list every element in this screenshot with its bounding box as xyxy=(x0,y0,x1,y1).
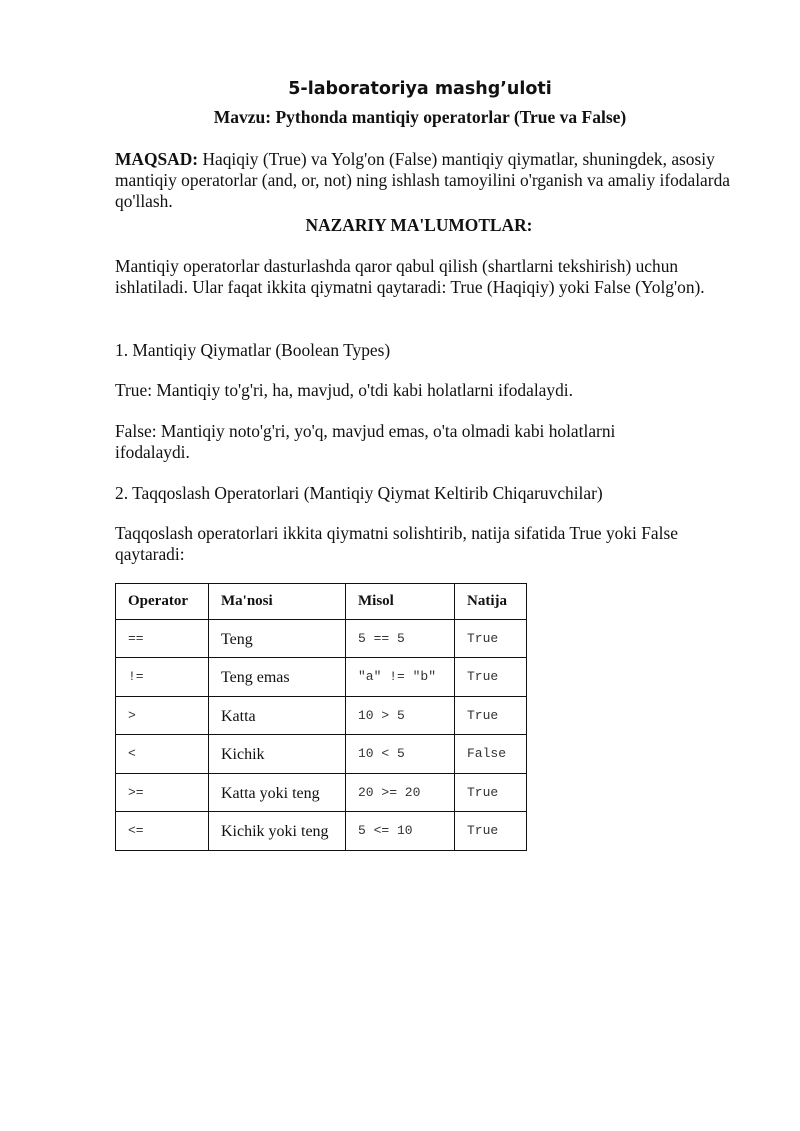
comparison-heading: 2. Taqqoslash Operatorlari (Mantiqiy Qiymat Keltirib Chiqaruvchilar) xyxy=(115,483,603,503)
table-row xyxy=(116,773,527,812)
result-cell: False xyxy=(455,735,527,774)
operator-cell: == xyxy=(116,619,209,658)
example-cell: 5 == 5 xyxy=(346,619,455,658)
operator-cell: != xyxy=(116,658,209,697)
header-manosi: Ma'nosi xyxy=(209,584,346,620)
table-row xyxy=(116,619,527,658)
header-misol: Misol xyxy=(346,584,455,620)
result-cell: True xyxy=(455,773,527,812)
result-cell: True xyxy=(455,619,527,658)
meaning-cell: Kichik yoki teng xyxy=(209,812,346,851)
false-description: False: Mantiqiy noto'g'ri, yo'q, mavjud emas, o'ta olmadi kabi holatlarni ifodalaydi. xyxy=(115,421,616,462)
result-cell: True xyxy=(455,658,527,697)
maqsad-label: MAQSAD: xyxy=(115,149,199,169)
table-row xyxy=(116,735,527,774)
intro-paragraph: Mantiqiy operatorlar dasturlashda qaror qabul qilish (shartlarni tekshirish) uchun ishlatiladi. Ular faqat ikkita qiymatni qaytaradi: True (Haqiqiy) yoki False (Yolg'on). xyxy=(115,256,705,297)
boolean-types-heading: 1. Mantiqiy Qiymatlar (Boolean Types) xyxy=(115,340,391,360)
example-cell: 10 < 5 xyxy=(346,735,455,774)
true-description: True: Mantiqiy to'g'ri, ha, mavjud, o'tdi kabi holatlarni ifodalaydi. xyxy=(115,380,573,400)
table-row xyxy=(116,658,527,697)
maqsad-paragraph xyxy=(115,149,735,212)
result-cell: True xyxy=(455,812,527,851)
maqsad-text: Haqiqiy (True) va Yolg'on (False) mantiqiy qiymatlar, shuningdek, asosiy mantiqiy operatorlar (and, or, not) ning ishlash tamoyilini o'rganish va amaliy ifodalarda qo'llash. xyxy=(115,149,730,211)
example-cell: 5 <= 10 xyxy=(346,812,455,851)
meaning-cell: Teng emas xyxy=(209,658,346,697)
operator-cell: > xyxy=(116,696,209,735)
table-row xyxy=(116,812,527,851)
example-cell: "a" != "b" xyxy=(346,658,455,697)
operator-cell: < xyxy=(116,735,209,774)
meaning-cell: Kichik xyxy=(209,735,346,774)
result-cell: True xyxy=(455,696,527,735)
header-natija: Natija xyxy=(455,584,527,620)
document-title: 5-laboratoriya mashg’uloti xyxy=(288,79,552,99)
example-cell: 10 > 5 xyxy=(346,696,455,735)
meaning-cell: Katta yoki teng xyxy=(209,773,346,812)
example-cell: 20 >= 20 xyxy=(346,773,455,812)
section-heading: NAZARIY MA'LUMOTLAR: xyxy=(305,215,533,235)
table-row xyxy=(116,696,527,735)
operator-cell: <= xyxy=(116,812,209,851)
meaning-cell: Katta xyxy=(209,696,346,735)
table-header-row xyxy=(116,584,527,620)
operators-table xyxy=(115,583,527,851)
meaning-cell: Teng xyxy=(209,619,346,658)
operator-cell: >= xyxy=(116,773,209,812)
document-subtitle: Mavzu: Pythonda mantiqiy operatorlar (True va False) xyxy=(213,107,627,127)
header-operator: Operator xyxy=(116,584,209,620)
comparison-intro: Taqqoslash operatorlari ikkita qiymatni solishtirib, natija sifatida True yoki False qaytaradi: xyxy=(115,523,678,564)
